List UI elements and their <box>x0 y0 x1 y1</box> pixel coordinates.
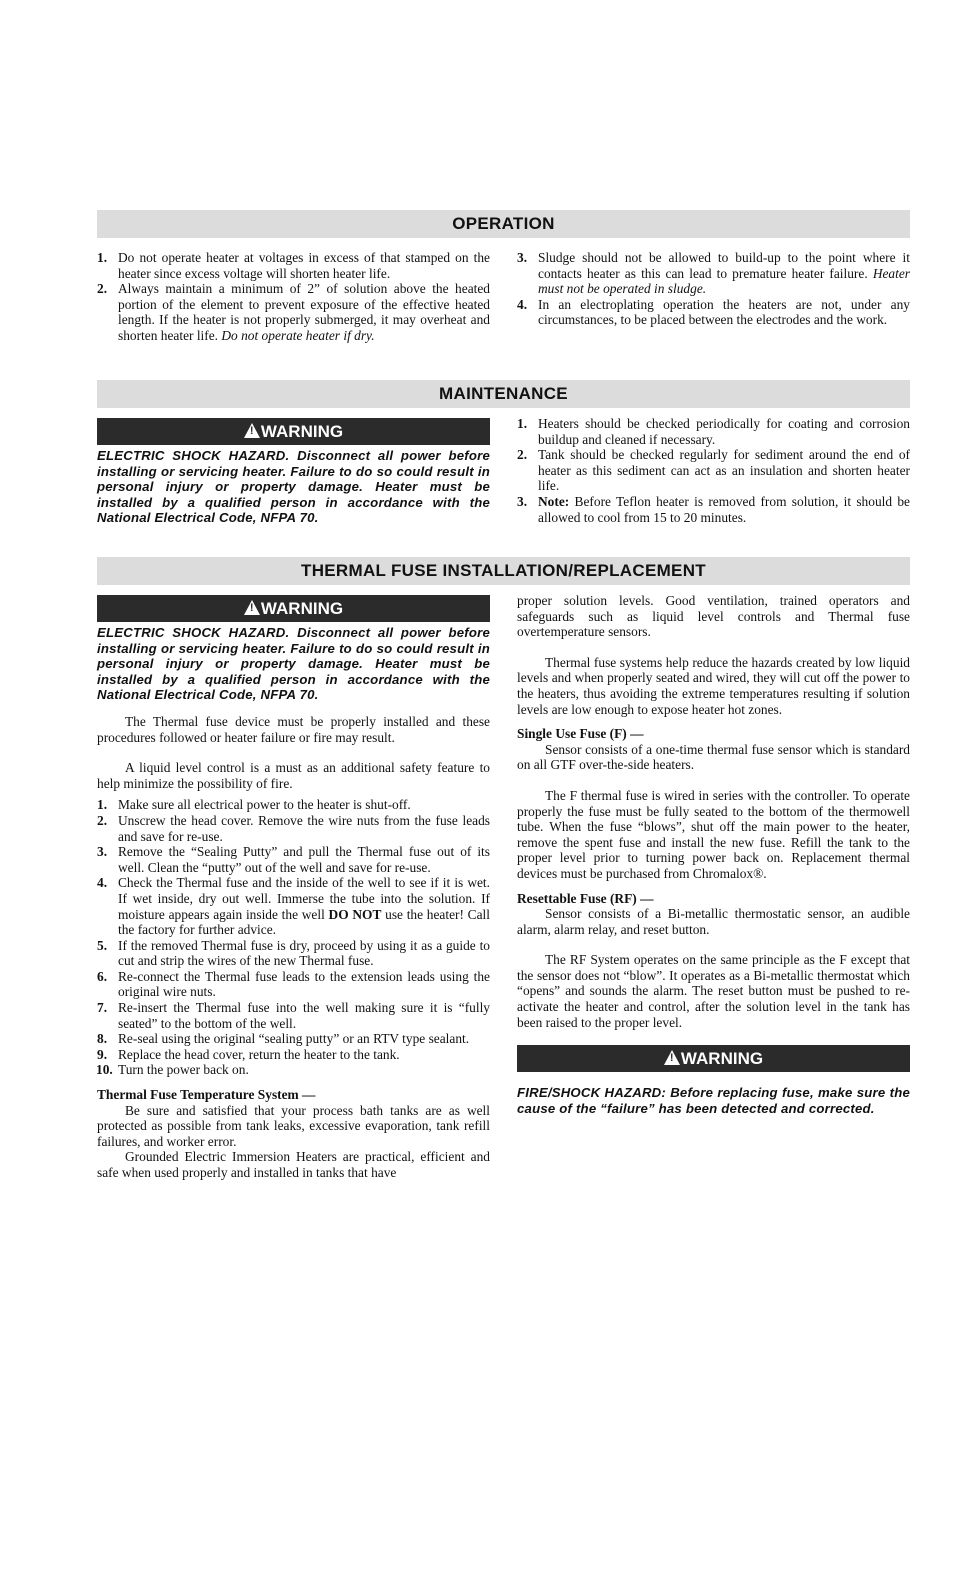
list-item: 2. Always maintain a minimum of 2” of solution above the heated portion of the element to prevent exposure of the effective heated length. If the heater is not properly submerged, it may overheat and shorten heater life. Do not operate heater if dry. <box>97 281 490 343</box>
thermal-right-column <box>517 593 910 1116</box>
warning-text: ELECTRIC SHOCK HAZARD. Disconnect all power before installing or servicing heater. Failure to do so could result in personal injury or property damage. Heater must be installed by a qualified person in accordance with the National Electrical Code, NFPA 70. <box>97 448 490 526</box>
list-item: 3. Remove the “Sealing Putty” and pull the Thermal fuse out of its well. Clean the “putty” out of the well and save for re-use. <box>97 844 490 875</box>
operation-left-column <box>97 250 490 344</box>
list-item: 7. Re-insert the Thermal fuse into the well making sure it is “fully seated” to the bottom of the well. <box>97 1000 490 1031</box>
list-item: 2. Unscrew the head cover. Remove the wire nuts from the fuse leads and save for re-use. <box>97 812 490 844</box>
paragraph: Be sure and satisfied that your process bath tanks are as well protected as possible from tank leaks, excessive evaporation, tank refill failures, and worker error. <box>97 1102 490 1149</box>
warning-banner: !WARNING <box>97 595 490 622</box>
list-item: 3. Sludge should not be allowed to build-up to the point where it contacts heater as this can lead to premature heater failure. Heater must not be operated in sludge. <box>517 250 910 297</box>
list-item: 1. Heaters should be checked periodically for coating and corrosion buildup and cleaned if necessary. <box>517 416 910 447</box>
warning-banner: !WARNING <box>97 418 490 445</box>
list-item: 10. Turn the power back on. <box>96 1062 249 1078</box>
list-item: 9. Replace the head cover, return the heater to the tank. <box>97 1046 400 1062</box>
maintenance-list <box>517 416 910 525</box>
subheading: Single Use Fuse (F) — <box>517 726 644 742</box>
warning-banner: !WARNING <box>517 1045 910 1072</box>
list-item: 1. Do not operate heater at voltages in excess of that stamped on the heater since excess voltage will shorten heater life. <box>97 250 490 281</box>
maintenance-warning <box>97 418 490 526</box>
warning-triangle-icon <box>664 1050 680 1065</box>
intro-paragraph: The Thermal fuse device must be properly installed and these procedures followed or heater failure or fire may result. <box>97 713 490 745</box>
warning-text: FIRE/SHOCK HAZARD: Before replacing fuse, make sure the cause of the “failure” has been detected and corrected. <box>517 1085 910 1116</box>
warning-triangle-icon <box>244 600 260 615</box>
warning-text: ELECTRIC SHOCK HAZARD. Disconnect all power before installing or servicing heater. Failure to do so could result in personal injury or property damage. Heater must be installed by a qualified person in accordance with the National Electrical Code, NFPA 70. <box>97 625 490 703</box>
paragraph: Thermal fuse systems help reduce the hazards created by low liquid levels and when properly seated and wired, they will cut off the power to the heaters, thus avoiding the extreme temperatures resulting if solution levels are low enough to expose heater hot zones. <box>517 654 910 717</box>
operation-right-column <box>517 250 910 328</box>
paragraph: The F thermal fuse is wired in series with the controller. To operate properly the fuse must be fully seated to the bottom of the thermowell tube. When the fuse “blows”, shut off the main power to the heater, remove the spent fuse and install the new fuse. Refill the tank to the proper level prior to turning power back on. Replacement thermal devices must be purchased from Chromalox®. <box>517 787 910 881</box>
paragraph: Grounded Electric Immersion Heaters are practical, efficient and safe when used properly and installed in tanks that have <box>97 1149 490 1180</box>
operation-heading: OPERATION <box>97 210 910 238</box>
intro-paragraph: A liquid level control is a must as an additional safety feature to help minimize the possibility of fire. <box>97 760 490 791</box>
list-item: 4. In an electroplating operation the heaters are not, under any circumstances, to be placed between the electrodes and the work. <box>517 296 910 328</box>
installation-steps <box>97 797 490 1078</box>
thermal-left-column <box>97 595 490 1181</box>
paragraph: Sensor consists of a one-time thermal fuse sensor which is standard on all GTF over-the-side heaters. <box>517 741 910 773</box>
thermal-fuse-heading: THERMAL FUSE INSTALLATION/REPLACEMENT <box>97 557 910 585</box>
paragraph: proper solution levels. Good ventilation, trained operators and safeguards such as liquid level controls and Thermal fuse overtemperature sensors. <box>517 593 910 640</box>
list-item: 8. Re-seal using the original “sealing putty” or an RTV type sealant. <box>97 1031 470 1047</box>
list-item: 6. Re-connect the Thermal fuse leads to the extension leads using the original wire nuts. <box>97 968 490 1000</box>
paragraph: Sensor consists of a Bi-metallic thermostatic sensor, an audible alarm, alarm relay, and reset button. <box>517 906 910 937</box>
paragraph: The RF System operates on the same principle as the F except that the sensor does not “blow”. It operates as a Bi-metallic thermostat which “opens” and sounds the alarm. The reset button must be pushed to re-activate the heater and control, after the solution level in the tank has been raised to the proper level. <box>517 952 910 1030</box>
subheading: Resettable Fuse (RF) — <box>517 890 654 906</box>
list-item: 1. Make sure all electrical power to the heater is shut-off. <box>97 797 411 813</box>
list-item: 3. Note: Before Teflon heater is removed from solution, it should be allowed to cool from 15 to 20 minutes. <box>517 493 910 525</box>
subheading: Thermal Fuse Temperature System — <box>97 1087 316 1103</box>
list-item: 4. Check the Thermal fuse and the inside of the well to see if it is wet. If wet inside, dry out well. Immerse the tube into the solution. If moisture appears again inside the well DO NOT use the heater! Call the factory for further advice. <box>97 875 491 938</box>
maintenance-heading: MAINTENANCE <box>97 380 910 408</box>
warning-triangle-icon <box>244 423 260 438</box>
list-item: 5. If the removed Thermal fuse is dry, proceed by using it as a guide to cut and strip the wires of the new Thermal fuse. <box>97 937 490 969</box>
list-item: 2. Tank should be checked regularly for sediment around the end of heater as this sediment can act as an insulation and shorten heater life. <box>517 447 910 494</box>
